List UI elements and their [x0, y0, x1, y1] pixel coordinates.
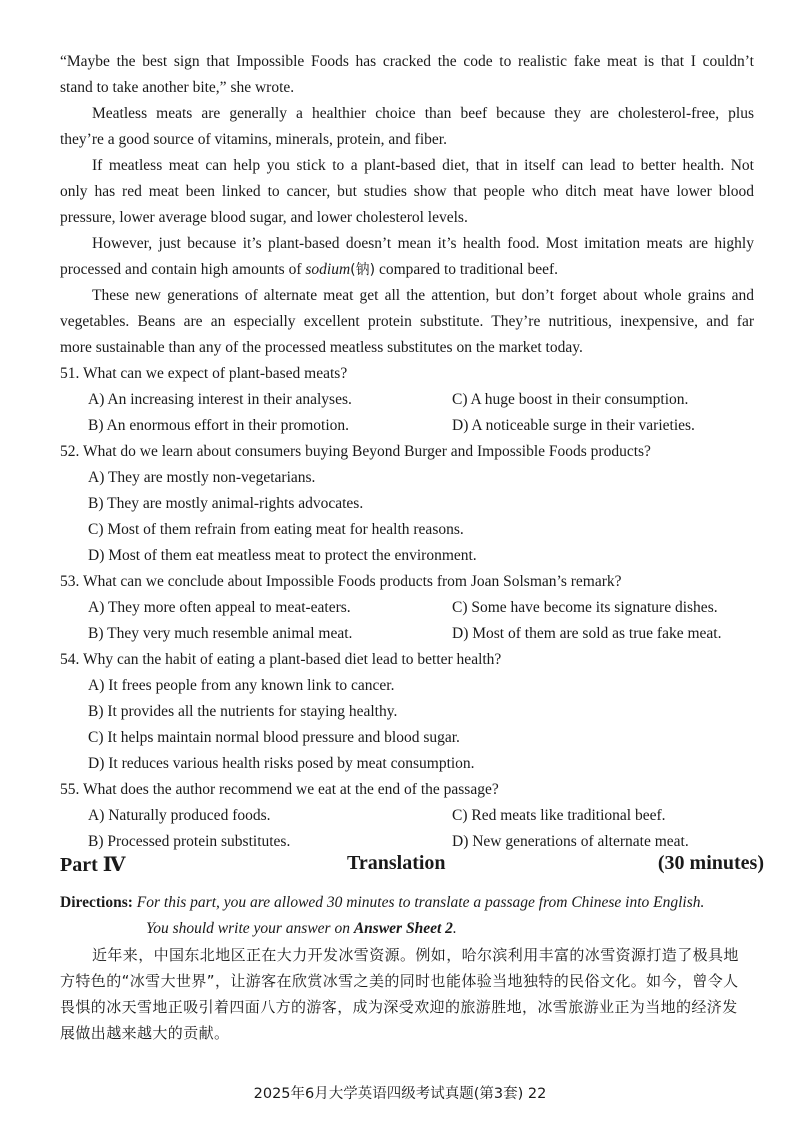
option-b[interactable] — [88, 416, 349, 436]
option-text: Some have become its signature dishes. — [471, 599, 718, 616]
passage-line-sodium — [60, 260, 558, 280]
option-c[interactable] — [452, 598, 718, 618]
option-letter: D) — [88, 547, 105, 564]
question-number: 53. — [60, 573, 80, 590]
option-letter: C) — [88, 729, 104, 746]
option-c[interactable] — [88, 728, 460, 748]
question-stem — [60, 650, 501, 670]
chinese-line: 展做出越来越大的贡献。 — [60, 1024, 230, 1042]
question-stem — [60, 780, 499, 800]
option-text: Most of them are sold as true fake meat. — [472, 625, 722, 642]
question-stem — [60, 442, 651, 462]
option-letter: B) — [88, 833, 104, 850]
passage-line: only has red meat been linked to cancer, but studies show that people who ditch meat have lower blood — [60, 183, 754, 200]
part-title: Translation — [347, 852, 446, 874]
option-text: They are mostly non-vegetarians. — [107, 469, 316, 486]
part-label: Part Ⅳ — [60, 854, 126, 876]
option-text: Red meats like traditional beef. — [471, 807, 666, 824]
option-text: Most of them eat meatless meat to protect the environment. — [108, 547, 477, 564]
option-letter: C) — [452, 599, 468, 616]
sodium-post: compared to traditional beef. — [375, 261, 559, 278]
option-d[interactable] — [452, 416, 695, 436]
passage-line: pressure, lower average blood sugar, and lower cholesterol levels. — [60, 209, 468, 226]
passage-line: However, just because it’s plant-based doesn’t mean it’s health food. Most imitation meats are highly — [92, 235, 754, 252]
answer-sheet-ref: Answer Sheet 2 — [353, 920, 453, 937]
option-letter: C) — [88, 521, 104, 538]
option-letter: A) — [88, 469, 105, 486]
directions-text: You should write your answer on — [146, 920, 354, 937]
question-text: Why can the habit of eating a plant-based diet lead to better health? — [82, 651, 502, 668]
option-text: New generations of alternate meat. — [472, 833, 689, 850]
option-letter: D) — [88, 755, 105, 772]
option-c[interactable] — [452, 806, 666, 826]
option-letter: D) — [452, 417, 469, 434]
option-letter: C) — [452, 391, 468, 408]
page-footer: 2025年6月大学英语四级考试真题(第3套) 22 — [253, 1086, 547, 1102]
option-d[interactable] — [452, 624, 721, 644]
option-text: An enormous effort in their promotion. — [106, 417, 350, 434]
passage-line: stand to take another bite,” she wrote. — [60, 79, 295, 96]
passage-line: “Maybe the best sign that Impossible Foods has cracked the code to realistic fake meat is that I couldn’t — [60, 53, 754, 70]
option-letter: A) — [88, 677, 105, 694]
part-time: (30 minutes) — [657, 852, 764, 874]
option-letter: B) — [88, 417, 104, 434]
option-text: They more often appeal to meat-eaters. — [107, 599, 351, 616]
chinese-line: 方特色的“冰雪大世界”，让游客在欣赏冰雪之美的同时也能体验当地独特的民俗文化。如今，曾令人 — [60, 972, 739, 990]
option-text: A noticeable surge in their varieties. — [471, 417, 695, 434]
option-letter: C) — [452, 807, 468, 824]
option-d[interactable] — [88, 754, 475, 774]
sodium-term: sodium — [305, 261, 351, 278]
sodium-pre: processed and contain high amounts of — [60, 261, 306, 278]
option-text: It helps maintain normal blood pressure and blood sugar. — [107, 729, 460, 746]
option-a[interactable] — [88, 390, 352, 410]
directions-line-2 — [146, 919, 457, 939]
option-b[interactable] — [88, 832, 290, 852]
option-text: Processed protein substitutes. — [107, 833, 291, 850]
passage-line: more sustainable than any of the processed meatless substitutes on the market today. — [60, 339, 583, 356]
option-b[interactable] — [88, 624, 352, 644]
option-b[interactable] — [88, 702, 397, 722]
option-a[interactable] — [88, 806, 271, 826]
question-text: What can we conclude about Impossible Foods products from Joan Solsman’s remark? — [82, 573, 622, 590]
option-letter: B) — [88, 495, 104, 512]
option-b[interactable] — [88, 494, 363, 514]
question-number: 52. — [60, 443, 80, 460]
question-number: 51. — [60, 365, 80, 382]
passage-line: they’re a good source of vitamins, minerals, protein, and fiber. — [60, 131, 447, 148]
option-text: Naturally produced foods. — [108, 807, 271, 824]
question-stem — [60, 364, 347, 384]
passage-line: Meatless meats are generally a healthier choice than beef because they are cholesterol-free, plus — [92, 105, 754, 122]
option-d[interactable] — [452, 832, 689, 852]
chinese-line: 近年来，中国东北地区正在大力开发冰雪资源。例如，哈尔滨利用丰富的冰雪资源打造了极具地 — [92, 946, 739, 964]
directions-text: For this part, you are allowed 30 minutes to translate a passage from Chinese into English. — [136, 894, 705, 911]
question-text: What can we expect of plant-based meats? — [82, 365, 348, 382]
option-text: It frees people from any known link to cancer. — [108, 677, 395, 694]
option-letter: B) — [88, 625, 104, 642]
option-text: They are mostly animal-rights advocates. — [107, 495, 364, 512]
option-letter: A) — [88, 391, 105, 408]
part-four-header — [60, 852, 764, 878]
option-text: They very much resemble animal meat. — [107, 625, 353, 642]
option-a[interactable] — [88, 598, 351, 618]
option-letter: A) — [88, 807, 105, 824]
directions-label: Directions: — [60, 894, 133, 911]
question-text: What do we learn about consumers buying Beyond Burger and Impossible Foods products? — [82, 443, 651, 460]
option-letter: A) — [88, 599, 105, 616]
question-stem — [60, 572, 622, 592]
option-a[interactable] — [88, 468, 315, 488]
option-a[interactable] — [88, 676, 394, 696]
option-letter: D) — [452, 625, 469, 642]
question-number: 54. — [60, 651, 80, 668]
option-c[interactable] — [452, 390, 688, 410]
option-text: Most of them refrain from eating meat for health reasons. — [107, 521, 464, 538]
option-letter: B) — [88, 703, 104, 720]
option-text: It reduces various health risks posed by meat consumption. — [108, 755, 475, 772]
chinese-line: 畏惧的冰天雪地正吸引着四面八方的游客，成为深受欢迎的旅游胜地，冰雪旅游业正为当地的经济发 — [60, 998, 738, 1016]
sodium-gloss: (钠) — [350, 262, 376, 278]
option-text: A huge boost in their consumption. — [470, 391, 689, 408]
option-letter: D) — [452, 833, 469, 850]
question-number: 55. — [60, 781, 80, 798]
passage-line: vegetables. Beans are an especially excellent protein substitute. They’re nutritious, inexpensive, and far — [60, 313, 754, 330]
passage-line: These new generations of alternate meat get all the attention, but don’t forget about whole grains and — [92, 287, 754, 304]
option-text: It provides all the nutrients for staying healthy. — [107, 703, 398, 720]
passage-line: If meatless meat can help you stick to a plant-based diet, that in itself can lead to better health. Not — [92, 157, 754, 174]
option-c[interactable] — [88, 520, 464, 540]
option-text: An increasing interest in their analyses. — [107, 391, 352, 408]
directions-line-1 — [60, 893, 704, 913]
option-d[interactable] — [88, 546, 477, 566]
directions-period: . — [452, 920, 457, 937]
question-text: What does the author recommend we eat at the end of the passage? — [82, 781, 499, 798]
